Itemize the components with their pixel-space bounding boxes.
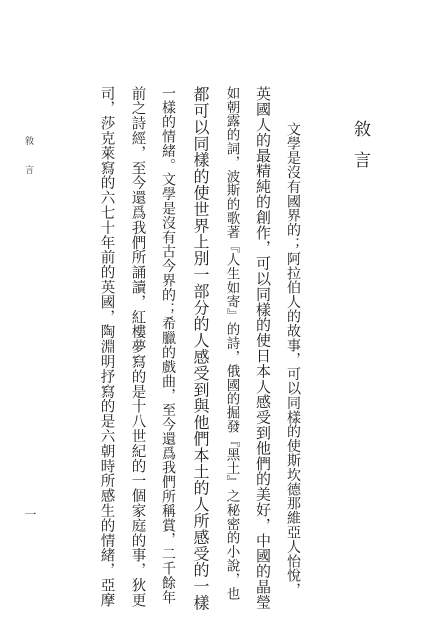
text-column-1: 文學是沒有國界的；阿拉伯人的故事，可以同樣的使斯坎德那維亞人怡悅， [285,122,301,598]
text-column-4: 都可以同樣的使世界上別一部分的人感受到與他們本土的人所感受的一樣 [191,86,210,611]
text-column-7: 司，莎克萊寫的六七十年前的英國，陶淵明抒寫的是六朝時所感生的情緒，亞摩 [98,86,115,608]
page-number: 一 [23,508,37,520]
text-column-2: 英國人的最精純的創作，可以同樣的使日本人感受到他們的美好，中國的晶瑩 [254,86,272,610]
text-column-3: 如朝露的詞，波斯的歌著『人生如寄』的詩，俄國的掘發『黑土』之秘密的小說，也 [223,86,240,601]
text-column-6: 前之詩經，至今還爲我們所誦讀，紅樓夢寫的是十八世紀的一個家庭的事，狄更 [129,86,146,608]
running-head: 敘言 [23,136,33,194]
page-title: 敘言 [350,120,370,182]
text-column-5: 一樣的情緒。文學是沒有古今界的；希臘的戲曲，至今還爲我們所稱賞，二千餘年 [160,86,176,605]
